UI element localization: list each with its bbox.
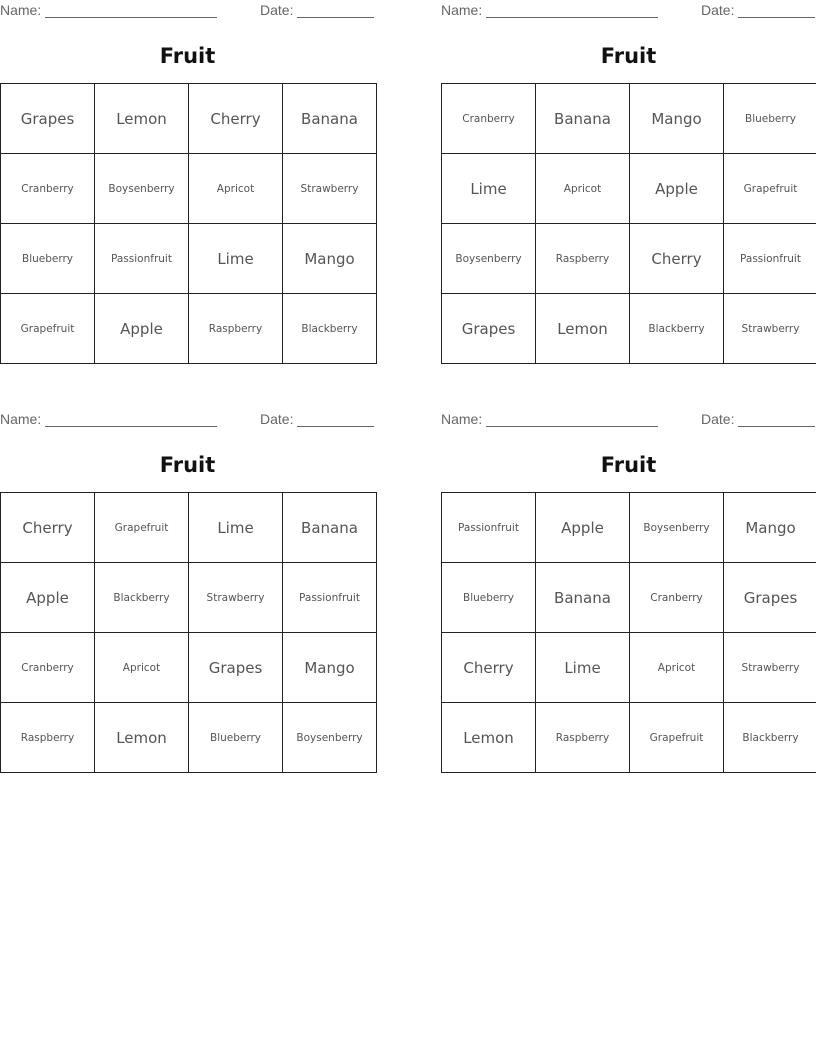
date-field	[701, 411, 815, 427]
grid-row	[442, 154, 816, 224]
bingo-cell[interactable]: Blueberry	[1, 224, 95, 294]
bingo-cell[interactable]: Lime	[442, 154, 536, 224]
bingo-cell[interactable]: Cranberry	[1, 154, 95, 224]
bingo-cell[interactable]: Grapefruit	[724, 154, 816, 224]
name-blank-line[interactable]	[45, 412, 217, 427]
bingo-cell[interactable]: Grapefruit	[1, 294, 95, 364]
bingo-cell[interactable]: Grapes	[724, 563, 816, 633]
card-header	[0, 409, 375, 431]
bingo-cell[interactable]: Raspberry	[536, 224, 630, 294]
bingo-cell[interactable]: Blackberry	[630, 294, 724, 364]
bingo-cell[interactable]: Raspberry	[536, 703, 630, 773]
bingo-cell[interactable]: Blueberry	[724, 84, 816, 154]
bingo-card-1	[0, 0, 375, 338]
card-title: Fruit	[159, 453, 216, 477]
bingo-cell[interactable]: Blueberry	[442, 563, 536, 633]
bingo-cell[interactable]: Banana	[536, 84, 630, 154]
grid-row	[442, 84, 816, 154]
bingo-cell[interactable]: Apricot	[630, 633, 724, 703]
bingo-card-3	[0, 409, 375, 747]
bingo-cell[interactable]: Apple	[536, 493, 630, 563]
bingo-cell[interactable]: Lime	[189, 493, 283, 563]
name-label: Name:	[441, 2, 483, 18]
bingo-cell[interactable]: Raspberry	[1, 703, 95, 773]
card-header	[441, 409, 816, 431]
date-field	[260, 2, 374, 18]
bingo-cell[interactable]: Passionfruit	[283, 563, 377, 633]
date-field	[701, 2, 815, 18]
card-title: Fruit	[600, 44, 657, 68]
bingo-cell[interactable]: Mango	[283, 224, 377, 294]
name-label: Name:	[0, 2, 42, 18]
bingo-cell[interactable]: Passionfruit	[95, 224, 189, 294]
bingo-cell[interactable]: Blackberry	[283, 294, 377, 364]
bingo-cell[interactable]: Apple	[630, 154, 724, 224]
bingo-grid	[441, 492, 816, 773]
name-blank-line[interactable]	[45, 3, 217, 18]
date-label: Date:	[260, 2, 294, 18]
date-blank-line[interactable]	[738, 412, 815, 427]
bingo-cell[interactable]: Lime	[536, 633, 630, 703]
grid-row	[442, 294, 816, 364]
bingo-cell[interactable]: Lemon	[95, 703, 189, 773]
grid-row	[442, 703, 816, 773]
bingo-cell[interactable]: Cranberry	[1, 633, 95, 703]
bingo-cell[interactable]: Blackberry	[724, 703, 816, 773]
grid-row	[1, 224, 377, 294]
name-field	[441, 2, 658, 18]
bingo-cell[interactable]: Raspberry	[189, 294, 283, 364]
bingo-cell[interactable]: Mango	[283, 633, 377, 703]
bingo-cell[interactable]: Apricot	[189, 154, 283, 224]
bingo-cell[interactable]: Banana	[536, 563, 630, 633]
date-blank-line[interactable]	[738, 3, 815, 18]
bingo-cell[interactable]: Mango	[630, 84, 724, 154]
bingo-cell[interactable]: Grapefruit	[630, 703, 724, 773]
date-label: Date:	[701, 2, 735, 18]
bingo-cell[interactable]: Passionfruit	[724, 224, 816, 294]
grid-row	[442, 224, 816, 294]
bingo-cell[interactable]: Cranberry	[442, 84, 536, 154]
grid-row	[1, 154, 377, 224]
bingo-cell[interactable]: Apricot	[536, 154, 630, 224]
bingo-cell[interactable]: Grapefruit	[95, 493, 189, 563]
bingo-cell[interactable]: Cherry	[189, 84, 283, 154]
bingo-grid	[0, 83, 377, 364]
card-title: Fruit	[159, 44, 216, 68]
date-blank-line[interactable]	[297, 3, 374, 18]
bingo-cell[interactable]: Boysenberry	[283, 703, 377, 773]
grid-row	[1, 563, 377, 633]
card-header	[0, 0, 375, 22]
grid-row	[442, 563, 816, 633]
bingo-card-2	[441, 0, 816, 338]
name-blank-line[interactable]	[486, 412, 658, 427]
name-blank-line[interactable]	[486, 3, 658, 18]
bingo-cell[interactable]: Passionfruit	[442, 493, 536, 563]
bingo-cell[interactable]: Strawberry	[724, 294, 816, 364]
bingo-cell[interactable]: Grapes	[442, 294, 536, 364]
bingo-grid	[441, 83, 816, 364]
card-title: Fruit	[600, 453, 657, 477]
name-label: Name:	[441, 411, 483, 427]
bingo-cell[interactable]: Cherry	[630, 224, 724, 294]
grid-row	[1, 633, 377, 703]
date-label: Date:	[701, 411, 735, 427]
bingo-cell[interactable]: Strawberry	[724, 633, 816, 703]
bingo-cell[interactable]: Grapes	[189, 633, 283, 703]
bingo-cell[interactable]: Lemon	[536, 294, 630, 364]
bingo-cell[interactable]: Boysenberry	[95, 154, 189, 224]
grid-row	[442, 493, 816, 563]
grid-row	[1, 294, 377, 364]
bingo-cell[interactable]: Banana	[283, 84, 377, 154]
bingo-cell[interactable]: Blackberry	[95, 563, 189, 633]
name-label: Name:	[0, 411, 42, 427]
grid-row	[1, 703, 377, 773]
name-field	[441, 411, 658, 427]
bingo-cell[interactable]: Boysenberry	[442, 224, 536, 294]
card-header	[441, 0, 816, 22]
bingo-grid	[0, 492, 377, 773]
bingo-cell[interactable]: Apple	[95, 294, 189, 364]
bingo-cell[interactable]: Lemon	[442, 703, 536, 773]
bingo-cell[interactable]: Cherry	[442, 633, 536, 703]
bingo-cell[interactable]: Blueberry	[189, 703, 283, 773]
bingo-cell[interactable]: Boysenberry	[630, 493, 724, 563]
bingo-cell[interactable]: Banana	[283, 493, 377, 563]
bingo-cell[interactable]: Strawberry	[189, 563, 283, 633]
date-label: Date:	[260, 411, 294, 427]
bingo-cell[interactable]: Lime	[189, 224, 283, 294]
date-blank-line[interactable]	[297, 412, 374, 427]
bingo-cell[interactable]: Cherry	[1, 493, 95, 563]
bingo-cell[interactable]: Apple	[1, 563, 95, 633]
bingo-cell[interactable]: Strawberry	[283, 154, 377, 224]
grid-row	[1, 493, 377, 563]
bingo-card-4	[441, 409, 816, 747]
grid-row	[442, 633, 816, 703]
bingo-cell[interactable]: Lemon	[95, 84, 189, 154]
name-field	[0, 411, 217, 427]
name-field	[0, 2, 217, 18]
bingo-cell[interactable]: Cranberry	[630, 563, 724, 633]
bingo-cell[interactable]: Mango	[724, 493, 816, 563]
bingo-cell[interactable]: Apricot	[95, 633, 189, 703]
bingo-cell[interactable]: Grapes	[1, 84, 95, 154]
grid-row	[1, 84, 377, 154]
date-field	[260, 411, 374, 427]
